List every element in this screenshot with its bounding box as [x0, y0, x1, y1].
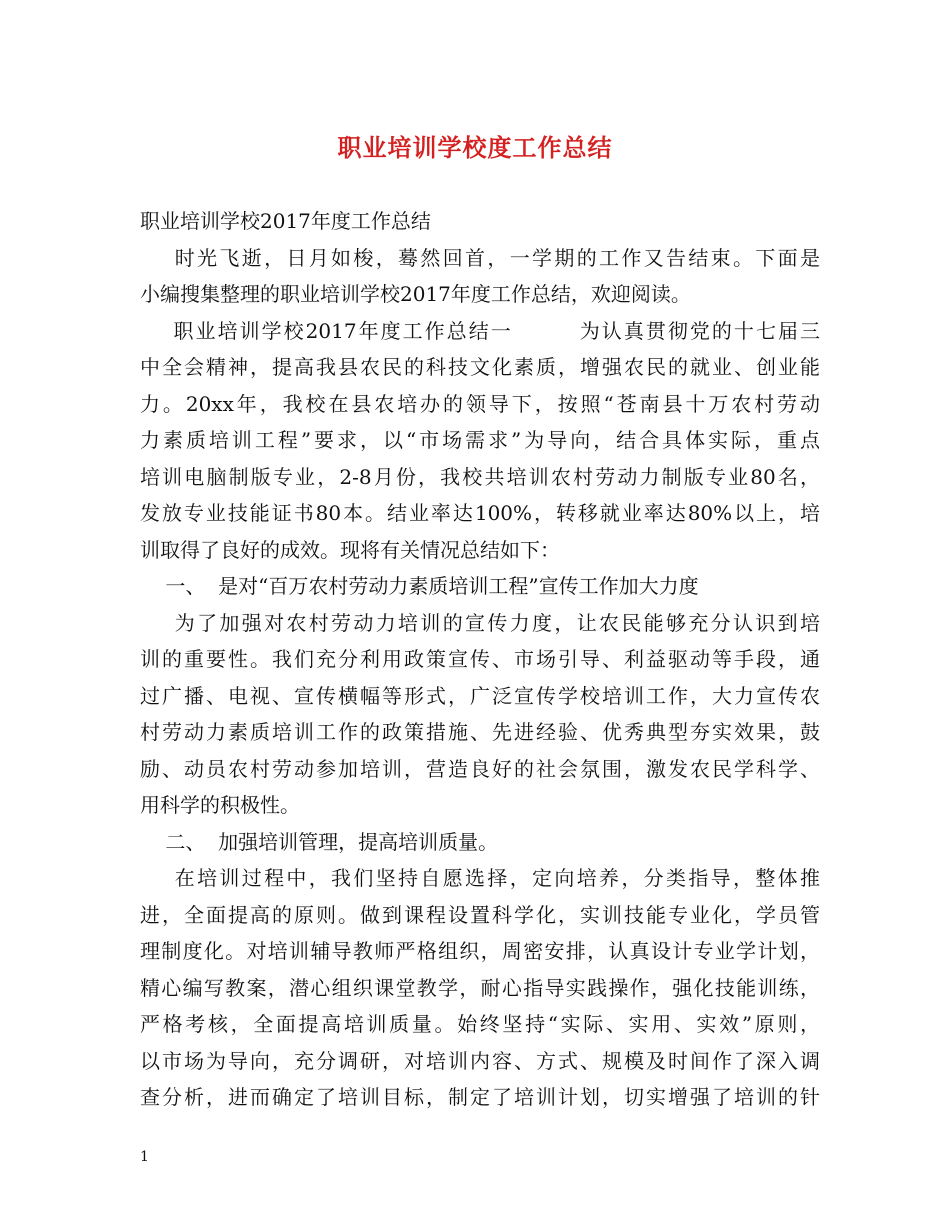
section-heading: 一、 是对“百万农村劳动力素质培训工程”宣传工作加大力度: [140, 574, 699, 598]
body-line: 力素质培训工程”要求，以“市场需求”为导向，结合具体实际，重点: [140, 428, 820, 452]
body-line: 励、动员农村劳动参加培训，营造良好的社会氛围，激发农民学科学、: [140, 756, 820, 781]
body-line: 中全会精神，提高我县农民的科技文化素质，增强农民的就业、创业能: [140, 355, 820, 379]
body-line: 培训电脑制版专业，2-8月份，我校共培训农村劳动力制版专业80名，: [140, 464, 820, 489]
section-heading: 二、 加强培训管理，提高培训质量。: [140, 829, 499, 854]
body-line: 职业培训学校2017年度工作总结一 为认真贯彻党的十七届三: [140, 318, 820, 343]
body-line: 训的重要性。我们充分利用政策宣传、市场引导、利益驱动等手段，通: [140, 647, 820, 671]
document-title: 职业培训学校度工作总结: [337, 134, 613, 162]
page-number: 1: [140, 1149, 149, 1165]
body-line: 训取得了良好的成效。现将有关情况总结如下：: [140, 537, 560, 562]
body-line: 过广播、电视、宣传横幅等形式，广泛宣传学校培训工作，大力宣传农: [140, 683, 820, 708]
body-line: 力。20xx年，我校在县农培办的领导下，按照“苍南县十万农村劳动: [140, 391, 820, 416]
body-line: 以市场为导向，充分调研，对培训内容、方式、规模及时间作了深入调: [140, 1048, 820, 1073]
document-body: [140, 203, 820, 1116]
body-line: 进，全面提高的原则。做到课程设置科学化，实训技能专业化，学员管: [140, 902, 820, 927]
body-line: 查分析，进而确定了培训目标，制定了培训计划，切实增强了培训的针: [140, 1085, 820, 1109]
body-line: 发放专业技能证书80本。结业率达100%，转移就业率达80%以上，培: [140, 501, 820, 525]
body-line: 严格考核，全面提高培训质量。始终坚持“实际、实用、实效”原则，: [140, 1012, 820, 1036]
body-line: 为了加强对农村劳动力培训的宣传力度，让农民能够充分认识到培: [140, 610, 820, 635]
body-line: 理制度化。对培训辅导教师严格组织，周密安排，认真设计专业学计划，: [140, 939, 820, 963]
body-line: 用科学的积极性。: [140, 793, 300, 817]
body-line: 时光飞逝，日月如梭，蓦然回首，一学期的工作又告结束。下面是: [140, 245, 820, 270]
body-line: 在培训过程中，我们坚持自愿选择，定向培养，分类指导，整体推: [140, 866, 820, 890]
body-line: 小编搜集整理的职业培训学校2017年度工作总结，欢迎阅读。: [140, 282, 691, 306]
body-line: 精心编写教案，潜心组织课堂教学，耐心指导实践操作，强化技能训练，: [140, 975, 820, 1000]
body-line: 职业培训学校2017年度工作总结: [140, 209, 431, 233]
body-line: 村劳动力素质培训工作的政策措施、先进经验、优秀典型夯实效果，鼓: [140, 720, 820, 744]
